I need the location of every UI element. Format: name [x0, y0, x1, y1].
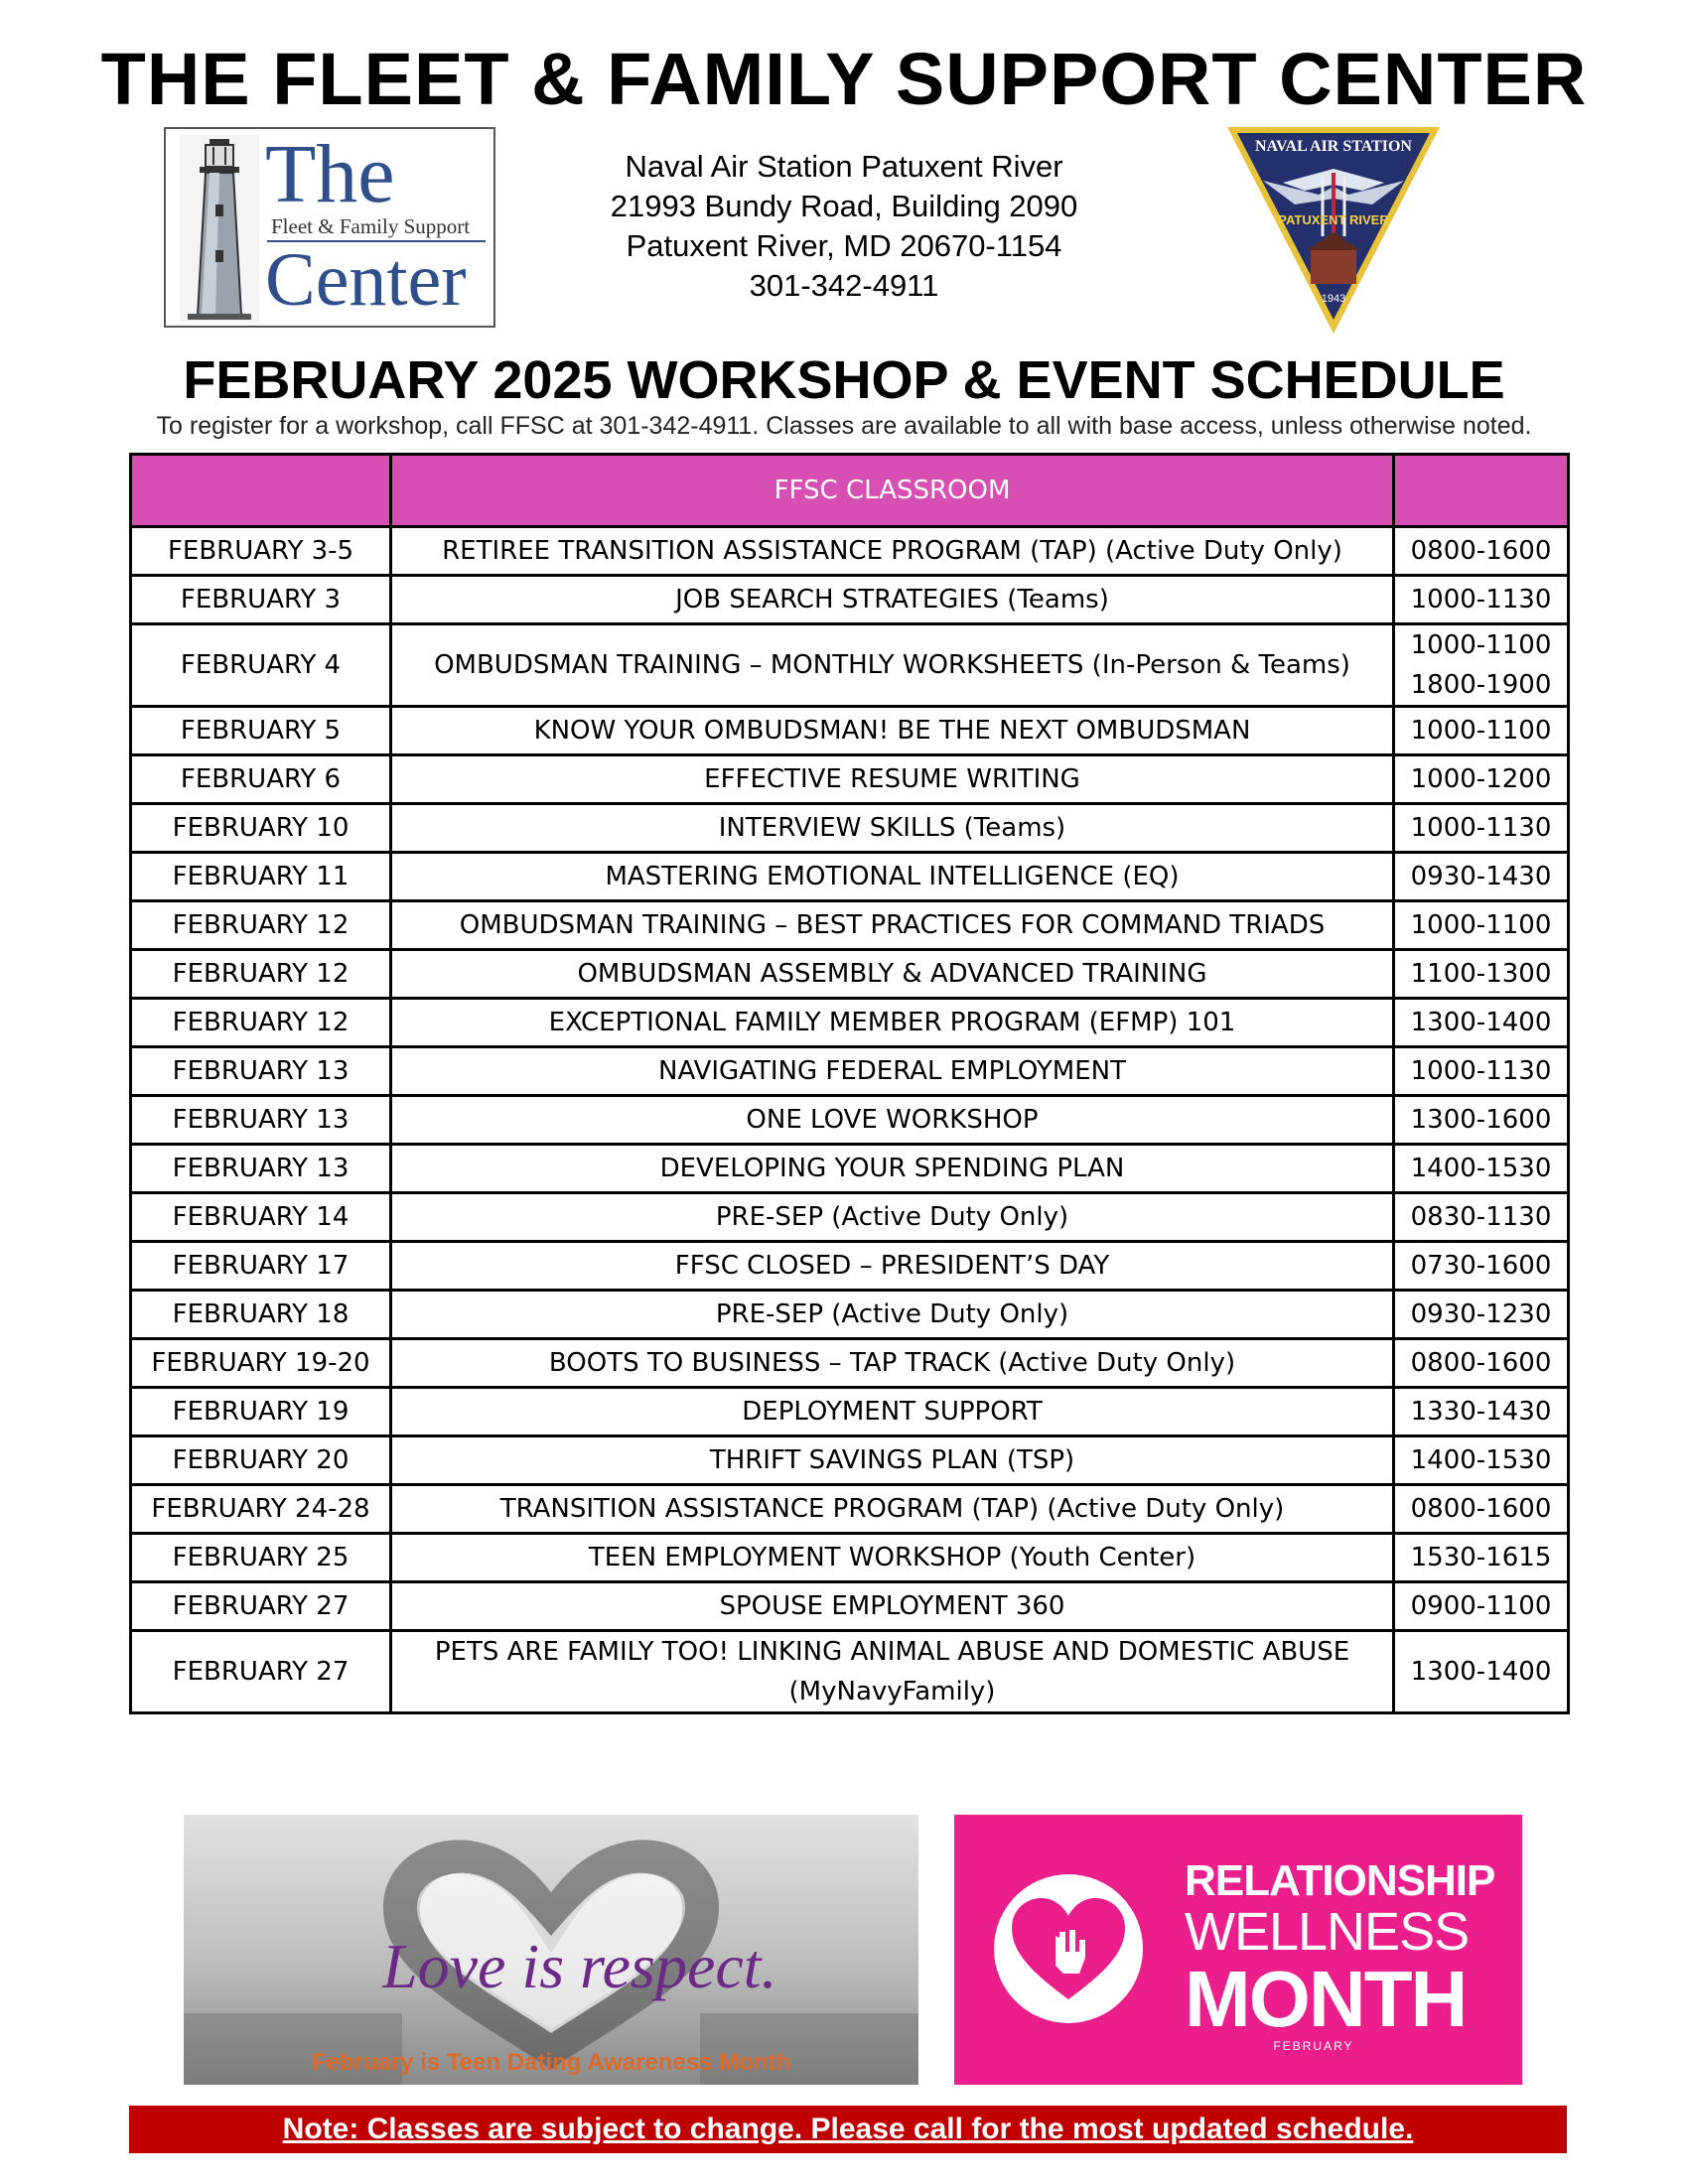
date-cell: FEBRUARY 19-20 — [131, 1339, 391, 1388]
time-cell: 1300-1600 — [1394, 1096, 1569, 1145]
table-row — [131, 1242, 1569, 1291]
event-cell: DEVELOPING YOUR SPENDING PLAN — [391, 1145, 1394, 1193]
date-cell: FEBRUARY 27 — [131, 1631, 391, 1713]
date-cell: FEBRUARY 18 — [131, 1291, 391, 1339]
header-time-cell — [1394, 455, 1569, 527]
time-cell: 1000-1100 — [1394, 707, 1569, 755]
schedule-change-note: Note: Classes are subject to change. Please call for the most updated schedule. — [129, 2106, 1567, 2153]
nas-patuxent-river-emblem — [1223, 121, 1444, 338]
love-is-respect-image — [184, 1815, 918, 2085]
event-cell: THRIFT SAVINGS PLAN (TSP) — [391, 1436, 1394, 1485]
time-cell: 1330-1430 — [1394, 1388, 1569, 1436]
event-cell: TRANSITION ASSISTANCE PROGRAM (TAP) (Active Duty Only) — [391, 1485, 1394, 1534]
relationship-wellness-month-image — [954, 1815, 1522, 2085]
event-cell: TEEN EMPLOYMENT WORKSHOP (Youth Center) — [391, 1534, 1394, 1582]
emblem-middle-text: PATUXENT RIVER — [1278, 212, 1389, 227]
date-cell: FEBRUARY 13 — [131, 1096, 391, 1145]
heart-badge — [994, 1874, 1143, 2023]
table-row — [131, 999, 1569, 1047]
heart-hand-icon — [994, 1874, 1143, 2023]
rwm-wordmark — [1185, 1858, 1494, 2053]
rwm-line-february: FEBRUARY — [1273, 2039, 1354, 2053]
time-cell: 1000-1130 — [1394, 576, 1569, 624]
time-cell: 1300-1400 — [1394, 999, 1569, 1047]
event-cell: OMBUDSMAN TRAINING – BEST PRACTICES FOR COMMAND TRIADS — [391, 901, 1394, 950]
emblem-top-text: NAVAL AIR STATION — [1255, 138, 1412, 155]
schedule-table — [129, 453, 1570, 1714]
event-cell: DEPLOYMENT SUPPORT — [391, 1388, 1394, 1436]
table-row — [131, 1534, 1569, 1582]
time-cell: 1000-1130 — [1394, 804, 1569, 853]
table-row — [131, 1096, 1569, 1145]
schedule-subtitle: To register for a workshop, call FFSC at 301-342-4911. Classes are available to all with base access, unless otherwise noted. — [156, 412, 1532, 440]
header-date-cell — [131, 455, 391, 527]
time-cell: 1000-1200 — [1394, 755, 1569, 804]
address-block — [556, 147, 1132, 306]
table-row — [131, 950, 1569, 999]
event-cell: OMBUDSMAN ASSEMBLY & ADVANCED TRAINING — [391, 950, 1394, 999]
table-row — [131, 804, 1569, 853]
table-row — [131, 1291, 1569, 1339]
date-cell: FEBRUARY 10 — [131, 804, 391, 853]
time-cell: 1000-1100 — [1394, 901, 1569, 950]
time-cell: 1100-1300 — [1394, 950, 1569, 999]
logo-subtitle: Fleet & Family Support — [271, 214, 471, 238]
date-cell: FEBRUARY 12 — [131, 999, 391, 1047]
event-cell: KNOW YOUR OMBUDSMAN! BE THE NEXT OMBUDSMAN — [391, 707, 1394, 755]
table-row — [131, 1631, 1569, 1713]
rwm-line-wellness: WELLNESS — [1185, 1902, 1470, 1962]
time-cell: 1530-1615 — [1394, 1534, 1569, 1582]
event-line: PETS ARE FAMILY TOO! LINKING ANIMAL ABUSE AND DOMESTIC ABUSE — [434, 1637, 1350, 1667]
time-slot: 1800-1900 — [1410, 670, 1552, 700]
table-row — [131, 853, 1569, 901]
rwm-line-month: MONTH — [1185, 1955, 1467, 2043]
date-cell: FEBRUARY 13 — [131, 1145, 391, 1193]
page-title: THE FLEET & FAMILY SUPPORT CENTER — [100, 38, 1588, 120]
love-is-respect-text: Love is respect. — [382, 1931, 777, 2001]
event-cell: EXCEPTIONAL FAMILY MEMBER PROGRAM (EFMP) 101 — [391, 999, 1394, 1047]
event-cell: INTERVIEW SKILLS (Teams) — [391, 804, 1394, 853]
header-classroom-cell: FFSC CLASSROOM — [391, 455, 1394, 527]
rwm-line-relationship: RELATIONSHIP — [1185, 1856, 1495, 1905]
event-cell: NAVIGATING FEDERAL EMPLOYMENT — [391, 1047, 1394, 1096]
event-cell: RETIREE TRANSITION ASSISTANCE PROGRAM (TAP) (Active Duty Only) — [391, 527, 1394, 576]
date-cell: FEBRUARY 3 — [131, 576, 391, 624]
event-cell: FFSC CLOSED – PRESIDENT’S DAY — [391, 1242, 1394, 1291]
time-cell: 0800-1600 — [1394, 1339, 1569, 1388]
emblem-year: 1943 — [1321, 293, 1346, 305]
time-cell: 0800-1600 — [1394, 527, 1569, 576]
time-cell: 0900-1100 — [1394, 1582, 1569, 1631]
table-row — [131, 527, 1569, 576]
event-cell: EFFECTIVE RESUME WRITING — [391, 755, 1394, 804]
date-cell: FEBRUARY 3-5 — [131, 527, 391, 576]
time-slot: 1000-1100 — [1410, 630, 1552, 660]
date-cell: FEBRUARY 20 — [131, 1436, 391, 1485]
time-cell: 0800-1600 — [1394, 1485, 1569, 1534]
table-row — [131, 1339, 1569, 1388]
time-cell: 1400-1530 — [1394, 1145, 1569, 1193]
table-row — [131, 707, 1569, 755]
event-line: (MyNavyFamily) — [788, 1677, 996, 1706]
table-row — [131, 1145, 1569, 1193]
event-cell: ONE LOVE WORKSHOP — [391, 1096, 1394, 1145]
event-cell: OMBUDSMAN TRAINING – MONTHLY WORKSHEETS (In-Person & Teams) — [391, 624, 1394, 707]
date-cell: FEBRUARY 13 — [131, 1047, 391, 1096]
logo-word-the: The — [265, 128, 395, 220]
address-line: Naval Air Station Patuxent River — [625, 149, 1063, 184]
table-header-row — [131, 455, 1569, 527]
phone-number: 301-342-4911 — [749, 268, 939, 303]
event-cell: SPOUSE EMPLOYMENT 360 — [391, 1582, 1394, 1631]
table-row — [131, 901, 1569, 950]
date-cell: FEBRUARY 19 — [131, 1388, 391, 1436]
event-cell: BOOTS TO BUSINESS – TAP TRACK (Active Duty Only) — [391, 1339, 1394, 1388]
time-cell: 1000-1130 — [1394, 1047, 1569, 1096]
teen-dating-caption: February is Teen Dating Awareness Month — [311, 2049, 791, 2076]
date-cell: FEBRUARY 17 — [131, 1242, 391, 1291]
event-cell: MASTERING EMOTIONAL INTELLIGENCE (EQ) — [391, 853, 1394, 901]
table-row — [131, 576, 1569, 624]
time-cell — [1394, 624, 1569, 707]
time-cell: 0930-1230 — [1394, 1291, 1569, 1339]
time-cell: 1300-1400 — [1394, 1631, 1569, 1713]
address-line: Patuxent River, MD 20670-1154 — [626, 228, 1062, 263]
logo-word-center: Center — [265, 238, 467, 322]
date-cell: FEBRUARY 25 — [131, 1534, 391, 1582]
schedule-title: FEBRUARY 2025 WORKSHOP & EVENT SCHEDULE — [183, 350, 1505, 410]
time-cell: 0830-1130 — [1394, 1193, 1569, 1242]
ffsc-logo — [164, 127, 495, 328]
date-cell: FEBRUARY 12 — [131, 950, 391, 999]
table-row — [131, 755, 1569, 804]
table-row — [131, 1436, 1569, 1485]
table-row — [131, 1047, 1569, 1096]
event-cell — [391, 1631, 1394, 1713]
table-row — [131, 1193, 1569, 1242]
lighthouse-icon — [180, 135, 259, 322]
time-cell: 1400-1530 — [1394, 1436, 1569, 1485]
table-row — [131, 1485, 1569, 1534]
table-row — [131, 624, 1569, 707]
table-row — [131, 1388, 1569, 1436]
date-cell: FEBRUARY 14 — [131, 1193, 391, 1242]
table-row — [131, 1582, 1569, 1631]
date-cell: FEBRUARY 4 — [131, 624, 391, 707]
time-cell: 0730-1600 — [1394, 1242, 1569, 1291]
event-cell: JOB SEARCH STRATEGIES (Teams) — [391, 576, 1394, 624]
date-cell: FEBRUARY 11 — [131, 853, 391, 901]
date-cell: FEBRUARY 27 — [131, 1582, 391, 1631]
time-cell: 0930-1430 — [1394, 853, 1569, 901]
date-cell: FEBRUARY 24-28 — [131, 1485, 391, 1534]
date-cell: FEBRUARY 12 — [131, 901, 391, 950]
date-cell: FEBRUARY 6 — [131, 755, 391, 804]
event-cell: PRE-SEP (Active Duty Only) — [391, 1291, 1394, 1339]
event-cell: PRE-SEP (Active Duty Only) — [391, 1193, 1394, 1242]
address-line: 21993 Bundy Road, Building 2090 — [610, 189, 1078, 223]
date-cell: FEBRUARY 5 — [131, 707, 391, 755]
